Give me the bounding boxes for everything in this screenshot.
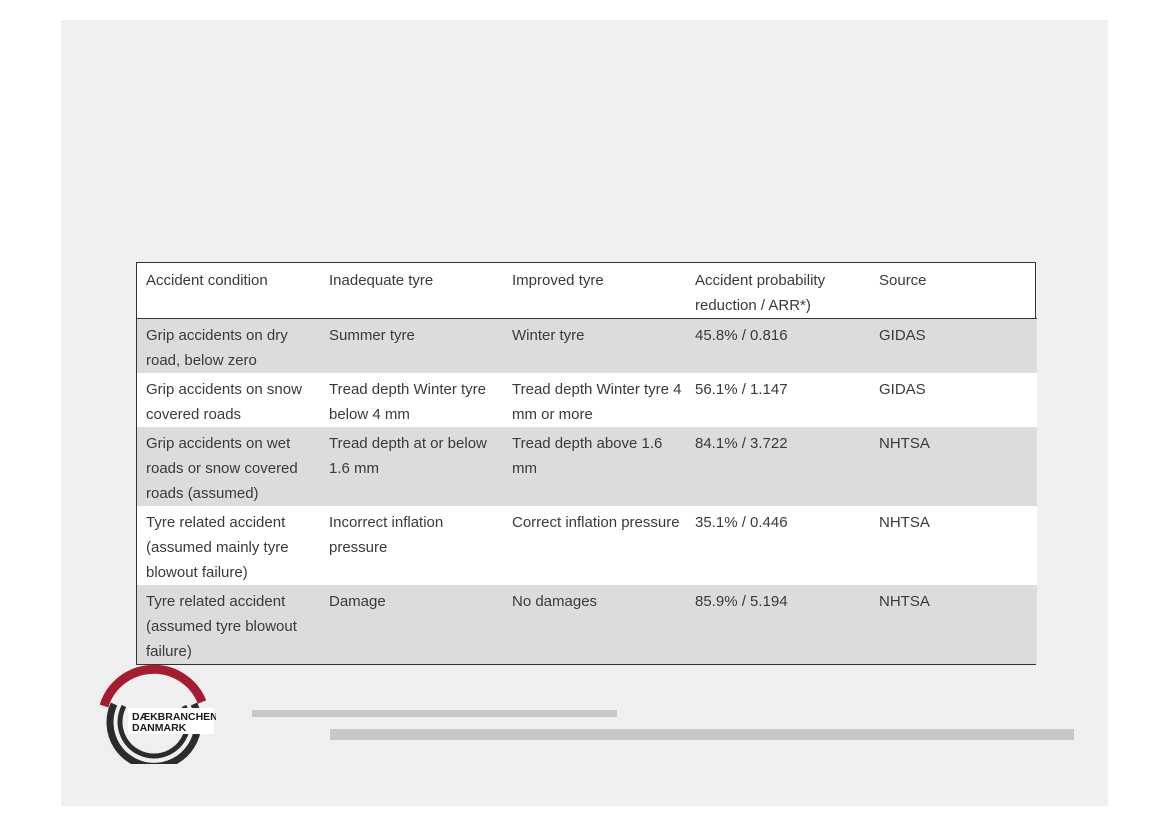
header-source: Source: [870, 263, 1037, 319]
cell-improved-tyre: Tread depth above 1.6 mm: [503, 427, 686, 506]
logo-mark-icon: [98, 664, 216, 764]
table-row: [137, 373, 1037, 427]
cell-inadequate-tyre: Damage: [320, 585, 503, 664]
cell-source: NHTSA: [870, 427, 1037, 506]
cell-accident-condition: Tyre related accident (assumed tyre blowout failure): [137, 585, 320, 664]
header-inadequate-tyre: Inadequate tyre: [320, 263, 503, 319]
table-row: [137, 427, 1037, 506]
daekbranchen-logo: [98, 664, 216, 764]
cell-source: GIDAS: [870, 319, 1037, 374]
cell-inadequate-tyre: Incorrect inflation pressure: [320, 506, 503, 585]
table-row: [137, 585, 1037, 664]
accident-table: [136, 262, 1036, 665]
table-header-row: [137, 263, 1037, 319]
cell-probability-reduction: 56.1% / 1.147: [686, 373, 870, 427]
cell-source: NHTSA: [870, 506, 1037, 585]
cell-inadequate-tyre: Summer tyre: [320, 319, 503, 374]
header-accident-condition: Accident condition: [137, 263, 320, 319]
cell-accident-condition: Tyre related accident (assumed mainly tyre blowout failure): [137, 506, 320, 585]
cell-source: NHTSA: [870, 585, 1037, 664]
table-row: [137, 506, 1037, 585]
header-probability-reduction: Accident probability reduction / ARR*): [686, 263, 870, 319]
accident-data-table: [137, 263, 1037, 664]
logo-red-arc: [104, 669, 202, 706]
table-row: [137, 319, 1037, 374]
cell-probability-reduction: 35.1% / 0.446: [686, 506, 870, 585]
decorative-bar-short: [252, 710, 617, 717]
logo-line1: DÆKBRANCHEN: [132, 711, 216, 723]
logo-line2: DANMARK: [132, 722, 187, 734]
decorative-bar-long: [330, 729, 1074, 740]
cell-probability-reduction: 85.9% / 5.194: [686, 585, 870, 664]
cell-improved-tyre: No damages: [503, 585, 686, 664]
cell-improved-tyre: Winter tyre: [503, 319, 686, 374]
cell-improved-tyre: Tread depth Winter tyre 4 mm or more: [503, 373, 686, 427]
cell-inadequate-tyre: Tread depth Winter tyre below 4 mm: [320, 373, 503, 427]
cell-probability-reduction: 45.8% / 0.816: [686, 319, 870, 374]
cell-improved-tyre: Correct inflation pressure: [503, 506, 686, 585]
cell-accident-condition: Grip accidents on dry road, below zero: [137, 319, 320, 374]
cell-accident-condition: Grip accidents on wet roads or snow covered roads (assumed): [137, 427, 320, 506]
header-improved-tyre: Improved tyre: [503, 263, 686, 319]
cell-source: GIDAS: [870, 373, 1037, 427]
cell-probability-reduction: 84.1% / 3.722: [686, 427, 870, 506]
cell-inadequate-tyre: Tread depth at or below 1.6 mm: [320, 427, 503, 506]
cell-accident-condition: Grip accidents on snow covered roads: [137, 373, 320, 427]
